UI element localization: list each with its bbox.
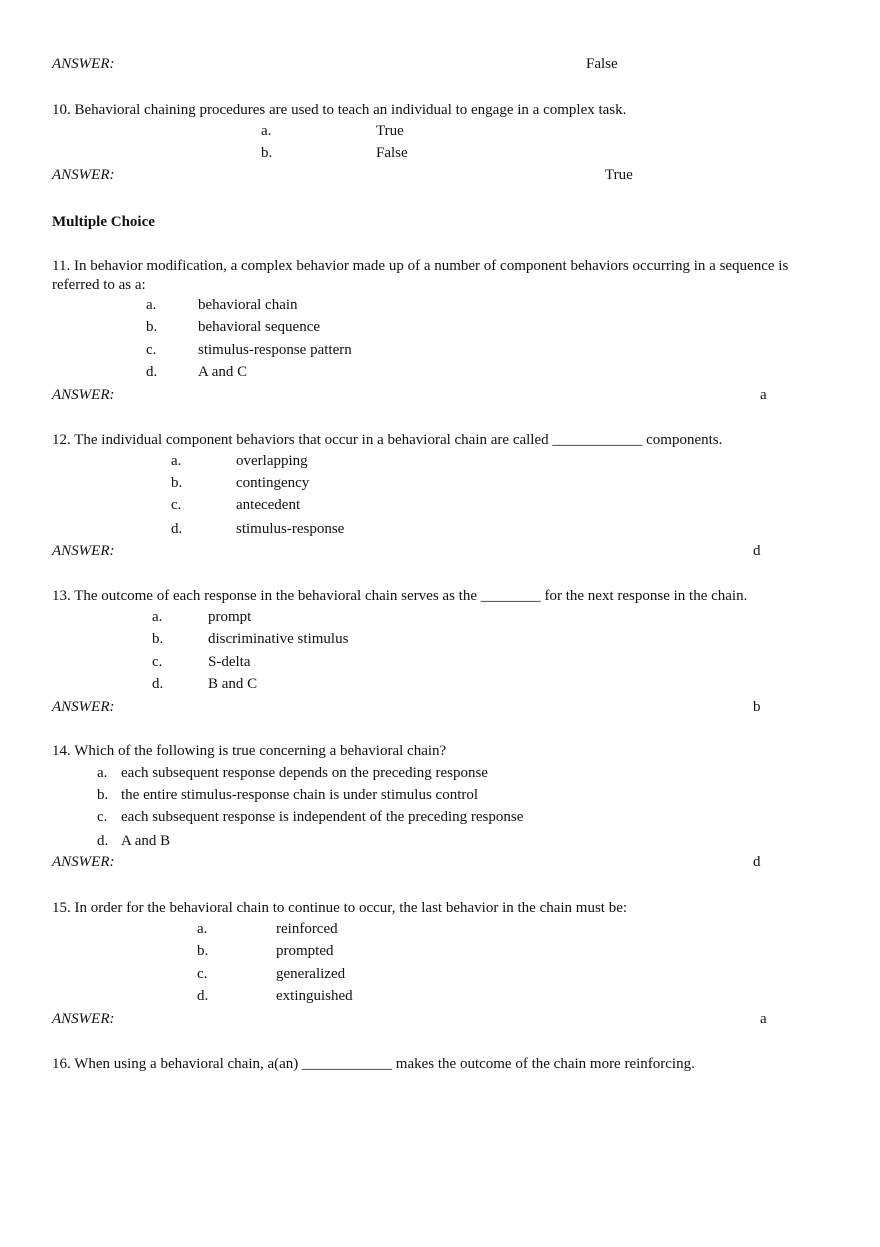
answer-value: b — [753, 699, 761, 715]
question-11: 11. In behavior modification, a complex behavior made up of a number of component behaviors occurring in a sequence is referred to as a: — [52, 258, 789, 293]
answer-label: ANSWER: — [52, 56, 115, 72]
option-text: antecedent — [236, 497, 301, 513]
option-letter: d. — [171, 521, 183, 537]
option-text: discriminative stimulus — [208, 631, 349, 647]
question-13: 13. The outcome of each response in the behavioral chain serves as the ________ for the next response in the chain. — [52, 588, 748, 604]
option-letter: b. — [152, 631, 164, 647]
option-letter: b. — [197, 943, 209, 959]
answer-label: ANSWER: — [52, 1011, 115, 1027]
answer-value: d — [753, 854, 761, 870]
answer-label: ANSWER: — [52, 699, 115, 715]
option-text: S-delta — [208, 654, 251, 670]
option-text: behavioral sequence — [198, 319, 321, 335]
answer-value: d — [753, 543, 761, 559]
option-letter: d. — [152, 676, 164, 692]
answer-label: ANSWER: — [52, 167, 115, 183]
option-text: overlapping — [236, 453, 308, 469]
option-text: generalized — [276, 966, 346, 982]
option-text: stimulus-response — [236, 521, 345, 537]
option-text: B and C — [208, 676, 258, 692]
section-heading: Multiple Choice — [52, 214, 155, 230]
question-14: 14. Which of the following is true concerning a behavioral chain? — [52, 743, 447, 759]
option-text: the entire stimulus-response chain is under stimulus control — [121, 787, 479, 803]
question-15: 15. In order for the behavioral chain to continue to occur, the last behavior in the chain must be: — [52, 900, 628, 916]
option-letter: c. — [152, 654, 163, 670]
option-letter: d. — [97, 833, 109, 849]
option-letter: a. — [261, 123, 272, 139]
option-letter: b. — [171, 475, 183, 491]
option-text: True — [376, 123, 404, 139]
option-text: prompted — [276, 943, 334, 959]
option-text: each subsequent response depends on the preceding response — [121, 765, 488, 781]
answer-label: ANSWER: — [52, 387, 115, 403]
question-16: 16. When using a behavioral chain, a(an) ____________ makes the outcome of the chain more reinforcing. — [52, 1056, 695, 1072]
option-letter: c. — [146, 342, 157, 358]
option-text: each subsequent response is independent of the preceding response — [121, 809, 524, 825]
option-text: extinguished — [276, 988, 353, 1004]
option-text: contingency — [236, 475, 310, 491]
option-letter: a. — [197, 921, 208, 937]
question-12: 12. The individual component behaviors that occur in a behavioral chain are called ____________ components. — [52, 432, 723, 448]
option-letter: d. — [197, 988, 209, 1004]
option-text: A and C — [198, 364, 248, 380]
question-10: 10. Behavioral chaining procedures are used to teach an individual to engage in a complex task. — [52, 102, 627, 118]
option-letter: b. — [97, 787, 109, 803]
option-text: stimulus-response pattern — [198, 342, 352, 358]
option-letter: d. — [146, 364, 158, 380]
option-text: A and B — [121, 833, 171, 849]
option-letter: a. — [146, 297, 157, 313]
option-text: False — [376, 145, 408, 161]
answer-value: False — [586, 56, 618, 72]
answer-label: ANSWER: — [52, 543, 115, 559]
option-letter: c. — [197, 966, 208, 982]
answer-value: a — [760, 1011, 767, 1027]
option-letter: b. — [146, 319, 158, 335]
answer-value: a — [760, 387, 767, 403]
option-letter: c. — [171, 497, 182, 513]
answer-value: True — [605, 167, 633, 183]
option-letter: a. — [152, 609, 163, 625]
option-letter: a. — [171, 453, 182, 469]
option-text: prompt — [208, 609, 252, 625]
option-letter: b. — [261, 145, 273, 161]
option-text: behavioral chain — [198, 297, 298, 313]
answer-label: ANSWER: — [52, 854, 115, 870]
option-letter: a. — [97, 765, 108, 781]
option-text: reinforced — [276, 921, 338, 937]
option-letter: c. — [97, 809, 108, 825]
